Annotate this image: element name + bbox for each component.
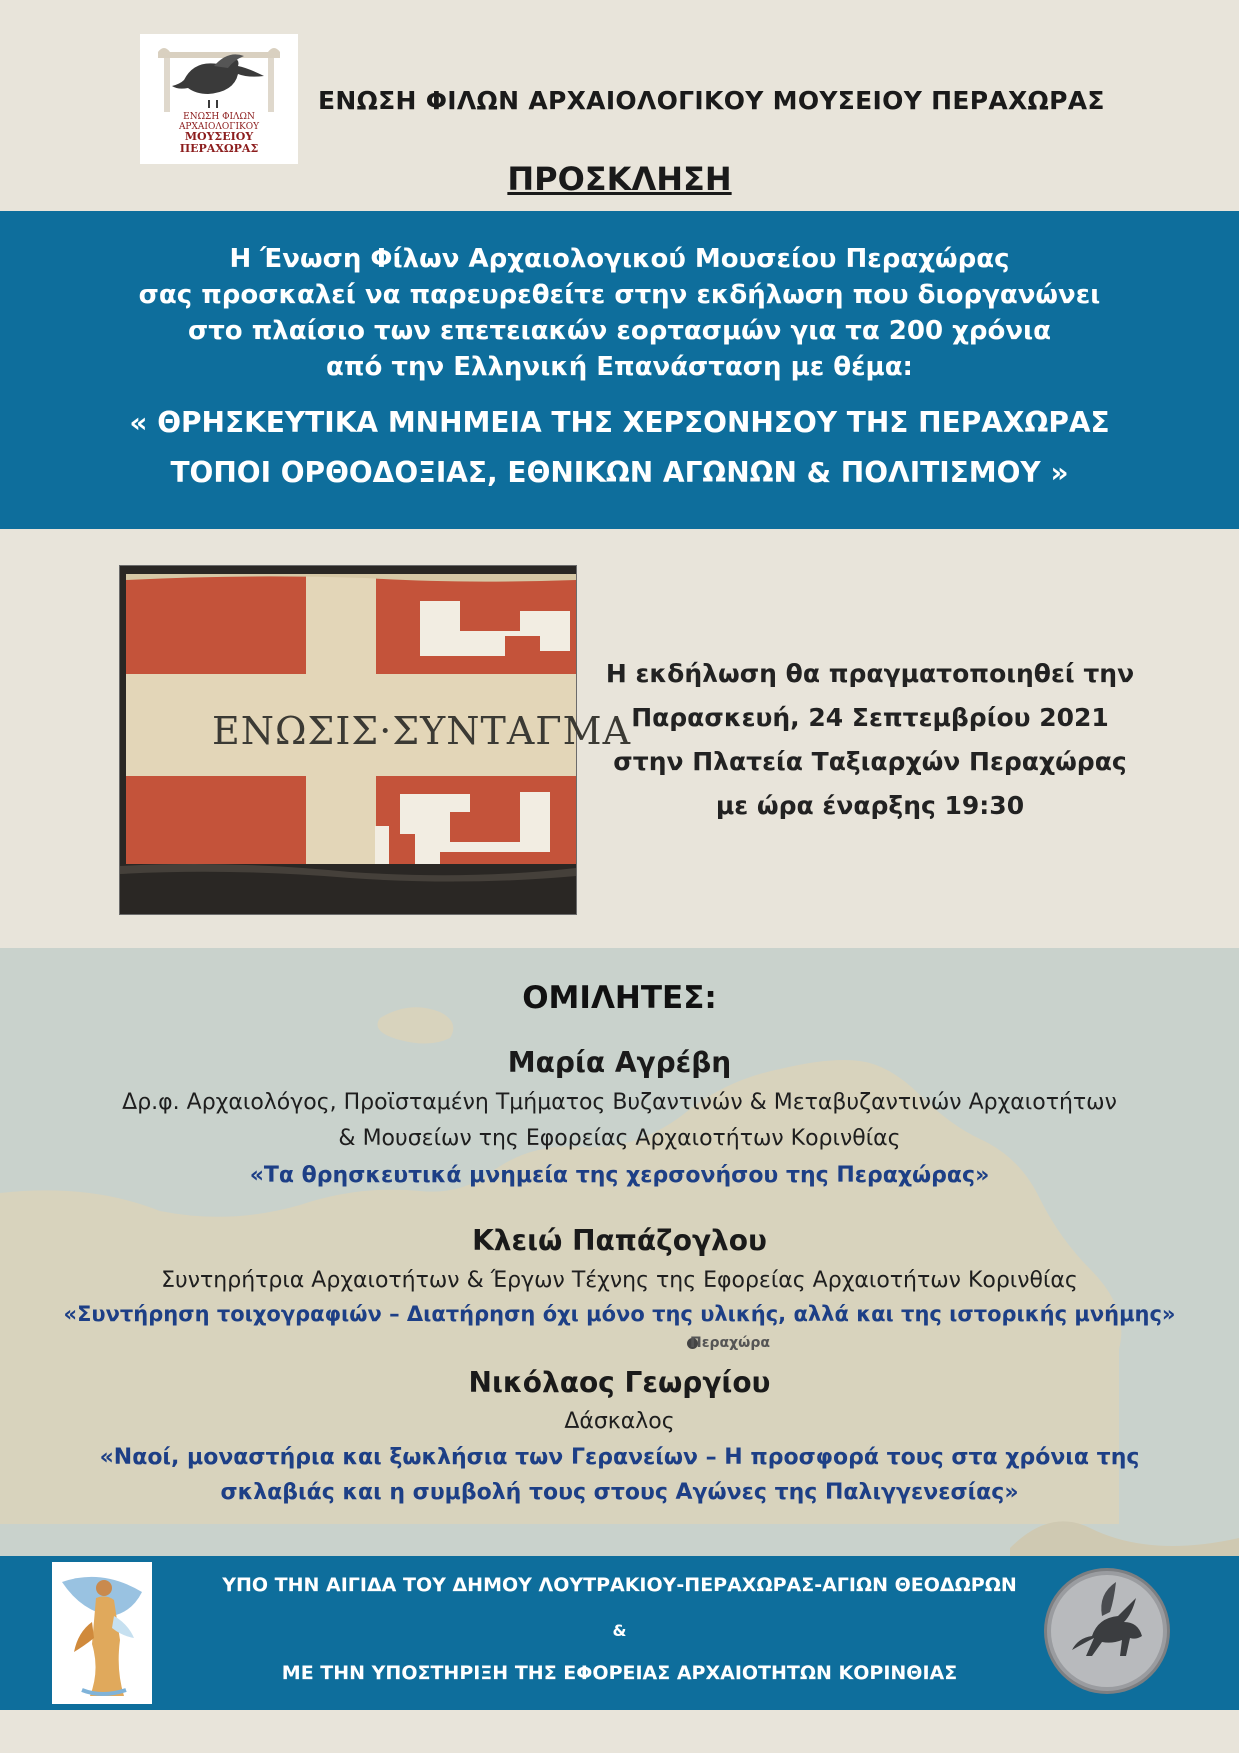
intro-line: στο πλαίσιο των επετειακών εορτασμών για τα 200 χρόνια [187, 316, 1052, 346]
footer-support-line: ΜΕ ΤΗΝ ΥΠΟΣΤΗΡΙΞΗ ΤΗΣ ΕΦΟΡΕΙΑΣ ΑΡΧΑΙΟΤΗΤΩΝ ΚΟΡΙΝΘΙΑΣ [281, 1662, 958, 1684]
footer-ampersand: & [612, 1621, 627, 1640]
flag-inscription: ΕΝΩΣΙΣ·ΣΥΝΤΑΓΜΑ [212, 709, 632, 753]
organization-title: ΕΝΩΣΗ ΦΙΛΩΝ ΑΡΧΑΙΟΛΟΓΙΚΟΥ ΜΟΥΣΕΙΟΥ ΠΕΡΑΧΩΡΑΣ [318, 86, 1105, 115]
logo-text-line: ΜΟΥΣΕΙΟΥ [184, 130, 254, 143]
intro-band [0, 211, 1239, 529]
footer-auspices-line: ΥΠΟ ΤΗΝ ΑΙΓΙΔΑ ΤΟΥ ΔΗΜΟΥ ΛΟΥΤΡΑΚΙΟΥ-ΠΕΡΑΧΩΡΑΣ-ΑΓΙΩΝ ΘΕΟΔΩΡΩΝ [222, 1574, 1017, 1596]
speaker-name: Μαρία Αγρέβη [507, 1046, 732, 1079]
theme-line-2: ΤΟΠΟΙ ΟΡΘΟΔΟΞΙΑΣ, ΕΘΝΙΚΩΝ ΑΓΩΝΩΝ & ΠΟΛΙΤΙΣΜΟΥ » [170, 456, 1069, 489]
logo-text-line: ΕΝΩΣΗ ΦΙΛΩΝ [183, 112, 255, 122]
event-time: με ώρα έναρξης 19:30 [715, 791, 1025, 820]
speaker-role: Συντηρήτρια Αρχαιοτήτων & Έργων Τέχνης της Εφορείας Αρχαιοτήτων Κορινθίας [161, 1268, 1078, 1293]
event-venue: στην Πλατεία Ταξιαρχών Περαχώρας [613, 747, 1127, 776]
museum-friends-logo [140, 34, 298, 164]
speaker-talk-title: «Τα θρησκευτικά μνημεία της χερσονήσου της Περαχώρας» [249, 1163, 990, 1188]
speaker-role: Δάσκαλος [564, 1409, 675, 1434]
theme-line-1: « ΘΡΗΣΚΕΥΤΙΚΑ ΜΝΗΜΕΙΑ ΤΗΣ ΧΕΡΣΟΝΗΣΟΥ ΤΗΣ ΠΕΡΑΧΩΡΑΣ [129, 406, 1110, 439]
speaker-role: & Μουσείων της Εφορείας Αρχαιοτήτων Κορινθίας [338, 1126, 901, 1151]
logo-text-line: ΑΡΧΑΙΟΛΟΓΙΚΟΥ [178, 122, 260, 132]
revolution-flag-photo [120, 566, 632, 914]
intro-line: σας προσκαλεί να παρευρεθείτε στην εκδήλωση που διοργανώνει [138, 280, 1101, 310]
speaker-name: Νικόλαος Γεωργίου [468, 1366, 771, 1399]
speaker-talk-title: «Ναοί, μοναστήρια και ξωκλήσια των Γερανείων – Η προσφορά τους στα χρόνια της [99, 1445, 1140, 1470]
speakers-heading: ΟΜΙΛΗΤΕΣ: [522, 980, 717, 1016]
event-date: Παρασκευή, 24 Σεπτεμβρίου 2021 [631, 703, 1109, 732]
intro-line: από την Ελληνική Επανάσταση με θέμα: [326, 352, 913, 382]
invitation-heading: ΠΡΟΣΚΛΗΣΗ [507, 160, 732, 198]
map-location-label: Περαχώρα [690, 1335, 770, 1351]
speaker-role: Δρ.φ. Αρχαιολόγος, Προϊσταμένη Τμήματος Βυζαντινών & Μεταβυζαντινών Αρχαιοτήτων [122, 1090, 1117, 1115]
logo-text-line: ΠΕΡΑΧΩΡΑΣ [179, 142, 259, 155]
speaker-talk-title: σκλαβιάς και η συμβολή τους στους Αγώνες της Παλιγγενεσίας» [220, 1480, 1019, 1505]
intro-text [0, 241, 1239, 385]
intro-line: Η Ένωση Φίλων Αρχαιολογικού Μουσείου Περαχώρας [229, 244, 1010, 274]
speaker-name: Κλειώ Παπάζογλου [472, 1224, 767, 1257]
event-details [580, 652, 1160, 828]
dove-on-column-icon [154, 42, 284, 114]
event-line: Η εκδήλωση θα πραγματοποιηθεί την [605, 659, 1135, 688]
speaker-talk-title: «Συντήρηση τοιχογραφιών – Διατήρηση όχι μόνο της υλικής, αλλά και της ιστορικής μνήμης» [63, 1302, 1176, 1326]
